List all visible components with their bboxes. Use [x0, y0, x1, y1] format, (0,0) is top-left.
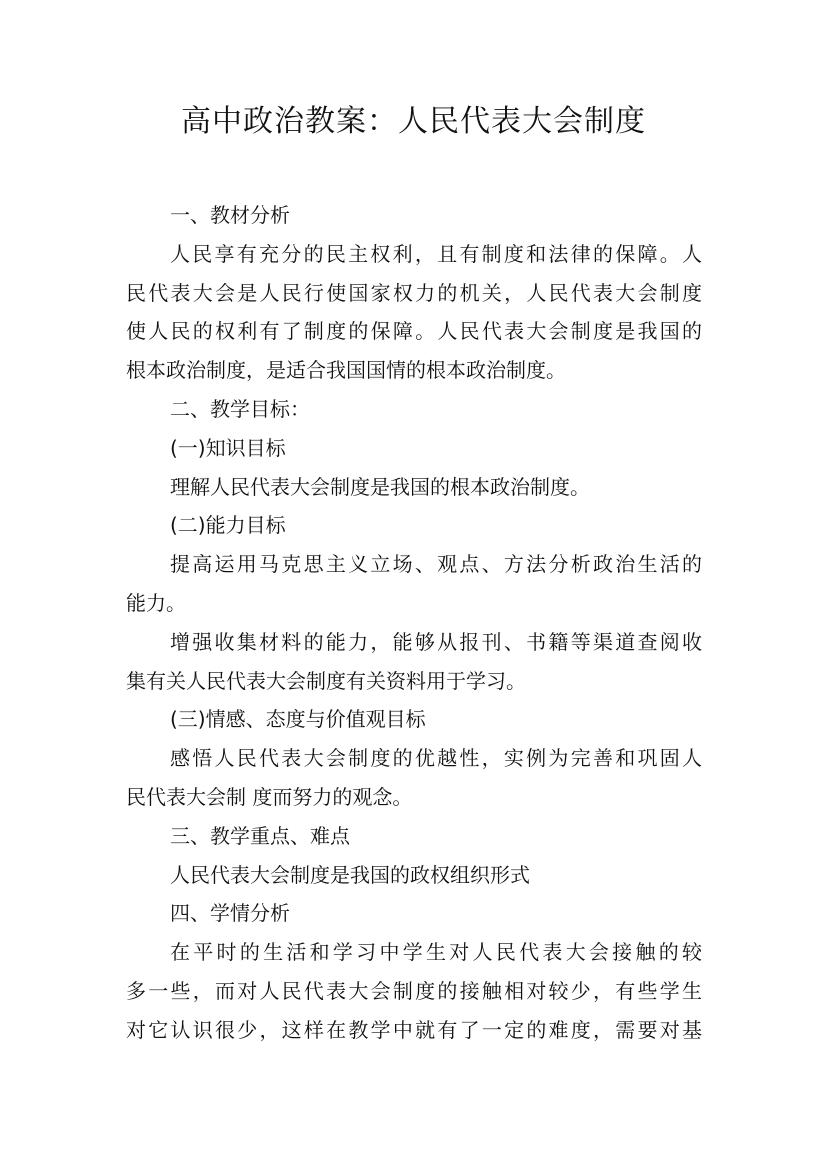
text-line: (三)情感、态度与价值观目标 [170, 707, 426, 732]
text-line: 能力。 [126, 590, 186, 615]
text-line: 人民享有充分的民主权利，且有制度和法律的保障。人 [170, 241, 702, 266]
text-line: 四、学情分析 [170, 901, 290, 926]
text-line: 根本政治制度，是适合我国国情的根本政治制度。 [126, 358, 566, 383]
text-line: 增强收集材料的能力，能够从报刊、书籍等渠道查阅收 [170, 629, 702, 654]
document-body [126, 196, 702, 1050]
text-line: 一、教材分析 [170, 203, 290, 227]
text-line: 理解人民代表大会制度是我国的根本政治制度。 [170, 474, 590, 499]
text-line: 人民代表大会制度是我国的政权组织形式 [170, 862, 530, 887]
text-line: 多一些，而对人民代表大会制度的接触相对较少，有些学生 [126, 978, 702, 1003]
text-line: 在平时的生活和学习中学生对人民代表大会接触的较 [170, 940, 702, 965]
text-line: (二)能力目标 [170, 513, 286, 538]
text-line: 提高运用马克思主义立场、观点、方法分析政治生活的 [170, 552, 702, 577]
text-line: 对它认识很少，这样在教学中就有了一定的难度，需要对基 [126, 1017, 702, 1042]
text-line: 三、教学重点、难点 [170, 823, 350, 848]
text-line: (一)知识目标 [170, 435, 286, 460]
text-line: 二、教学目标： [170, 396, 310, 421]
text-line: 感悟人民代表大会制度的优越性，实例为完善和巩固人 [170, 746, 702, 771]
text-line: 使人民的权利有了制度的保障。人民代表大会制度是我国的 [126, 319, 702, 344]
text-line: 集有关人民代表大会制度有关资料用于学习。 [126, 668, 526, 693]
text-line: 民代表大会制 度而努力的观念。 [126, 784, 413, 809]
text-line: 民代表大会是人民行使国家权力的机关，人民代表大会制度 [126, 280, 702, 305]
document-title: 高中政治教案：人民代表大会制度 [181, 104, 646, 139]
